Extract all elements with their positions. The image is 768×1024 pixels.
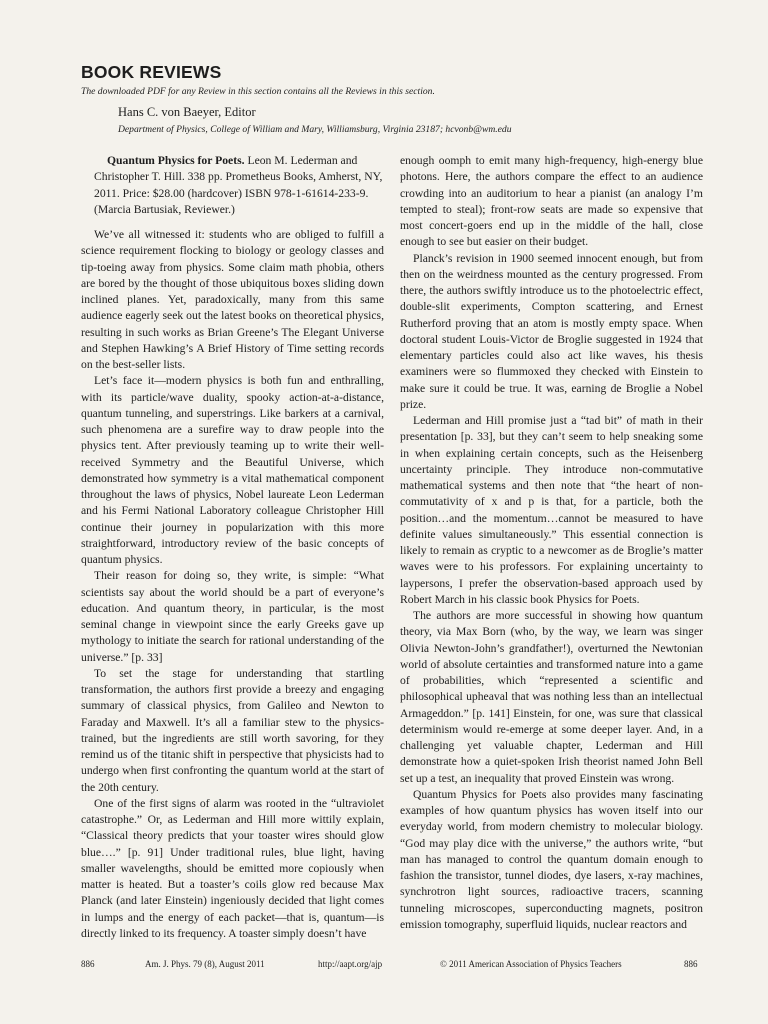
copyright: © 2011 American Association of Physics Teachers	[440, 959, 622, 969]
paragraph: enough oomph to emit many high-frequency, high-energy blue photons. Here, the authors compare the effect to an audience crowding into an auditorium to hear a pianist (an analogy I’m tempted to steal); front-row seats are made so expensive that most concert-goers end up in the middle of the hall, close enough to see but easier on their budget.	[400, 154, 703, 249]
right-column	[400, 153, 703, 933]
book-title: Quantum Physics for Poets.	[107, 154, 245, 167]
paragraph: Quantum Physics for Poets also provides many fascinating examples of how quantum physics has woven itself into our everyday world, from modern chemistry to molecular biology. “God may play dice with the universe,” the authors write, “but man has managed to control the quantum domain enough to fashion the transistor, tunnel diodes, dye lasers, x-ray machines, synchrotron light sources, radioactive tracers, scanning tunneling microscopes, superconducting magnets, positron emission tomography, superfluid liquids, nuclear reactors and	[400, 787, 703, 931]
review-citation	[81, 153, 384, 218]
paragraph: Their reason for doing so, they write, is simple: “What scientists say about the world should be a part of everyone’s education. And quantum theory, in particular, is the most seminal change in viewpoint since the early Greeks gave up mythology to initiate the search for rational understanding of the universe.” [p. 33]	[81, 569, 384, 664]
editor-line: Hans C. von Baeyer, Editor	[118, 105, 256, 119]
paragraph: One of the first signs of alarm was rooted in the “ultraviolet catastrophe.” Or, as Lederman and Hill more wittily explain, “Classical theory predicts that your toaster wires should glow blue….” [p. 91] Under traditional rules, blue light, having smaller wavelengths, should be emitted more copiously when matter is heated. But a toaster’s coils glow red because Max Planck (and later Einstein) ingeniously decided that light comes in lumps and the energy of each packet—that is, quantum—is directly linked to its frequency. A toaster simply doesn’t have	[81, 796, 384, 940]
left-column	[81, 153, 384, 942]
section-title: BOOK REVIEWS	[81, 62, 222, 82]
paragraph: We’ve all witnessed it: students who are obliged to fulfill a science requirement flocking to biology or geology classes and tip-toeing away from physics. Some claim math phobia, others are bored by the thought of those ubiquitous boxes sliding down inclined planes. Yet, paradoxically, many from this same audience eagerly seek out the latest books on theoretical physics, resulting in such works as Brian Greene’s The Elegant Universe and Stephen Hawking’s A Brief History of Time setting records on the best-seller lists.	[81, 228, 384, 371]
editor-affiliation: Department of Physics, College of William and Mary, Williamsburg, Virginia 23187; hcvonb@wm.edu	[118, 124, 512, 135]
paragraph: Lederman and Hill promise just a “tad bit” of math in their presentation [p. 33], but they can’t seem to help sneaking some in when explaining certain concepts, such as the Heisenberg uncertainty principle. They introduce non-commutative mathematical systems and then note that “the heart of non-commutativity of x and p is that, for a particle, both the position…and the momentum…cannot be measured to have definite values simultaneously.” This essential connection is likely to remain as cryptic to a newcomer as de Broglie’s matter waves were to his professors. For explaining uncertainty to laypersons, I prefer the observation-based approach used by Robert March in his classic book Physics for Poets.	[400, 414, 703, 606]
paragraph: Let’s face it—modern physics is both fun and enthralling, with its particle/wave duality, spooky action-at-a-distance, quantum tunneling, and superstrings. Like barkers at a carnival, such phenomena are a surefire way to draw people into the physics tent. After previously teaming up to write their well-received Symmetry and the Beautiful Universe, which demonstrated how symmetry is a vital mathematical component throughout the laws of physics, Nobel laureate Leon Lederman and his Fermi National Laboratory colleague Christopher Hill continue their journey in popularization with this more straightforward, introductory review of the basic concepts of quantum physics.	[81, 374, 384, 566]
paragraph: Planck’s revision in 1900 seemed innocent enough, but from then on the weirdness mounted as the century progressed. From there, the authors swiftly introduce us to the photoelectric effect, double-slit experiments, Compton scattering, and Ernest Rutherford proving that an atom is mostly empty space. When doctoral student Louis-Victor de Broglie suggested in 1924 that elementary particles could also act like waves, his thesis examiners were so flummoxed they checked with Einstein to make sure it could be true. It was, earning de Broglie a Nobel prize.	[400, 251, 703, 411]
book-details: Leon M. Lederman and Christopher T. Hill. 338 pp. Prometheus Books, Amherst, NY, 2011. Price: $28.00 (hardcover) ISBN 978-1-61614-233-9. (Marcia Bartusiak, Reviewer.)	[94, 154, 383, 216]
paragraph: To set the stage for understanding that startling transformation, the authors first provide a breezy and engaging summary of classical physics, from Galileo and Newton to Faraday and Maxwell. It’s all a familiar stew to the physics-trained, but the ingredients are still worth savoring, for they remind us of the titanic shift in perspective that physicists had to undergo when first confronting the quantum world at the start of the 20th century.	[81, 666, 384, 794]
paragraph: The authors are more successful in showing how quantum theory, via Max Born (who, by the way, we learn was singer Olivia Newton-John’s grandfather!), overturned the Newtonian world of absolute certainties and transformed nature into a game of probabilities, which “represented a scientific and philosophical upheaval that was nothing less than an intellectual Armageddon.” [p. 141] Einstein, for one, was sure that classical determinism would re-emerge at some deeper layer. And, in a challenging yet valuable chapter, Lederman and Hill demonstrate how a quiet-spoken Irish theorist named John Bell set up a test, an inequality that proved Einstein was wrong.	[400, 609, 703, 785]
journal-url: http://aapt.org/ajp	[318, 959, 383, 969]
journal-reference: Am. J. Phys. 79 (8), August 2011	[145, 959, 265, 969]
page-number-right: 886	[684, 959, 698, 969]
page-number-left: 886	[81, 959, 95, 969]
pdf-note: The downloaded PDF for any Review in this section contains all the Reviews in this section.	[81, 86, 435, 97]
